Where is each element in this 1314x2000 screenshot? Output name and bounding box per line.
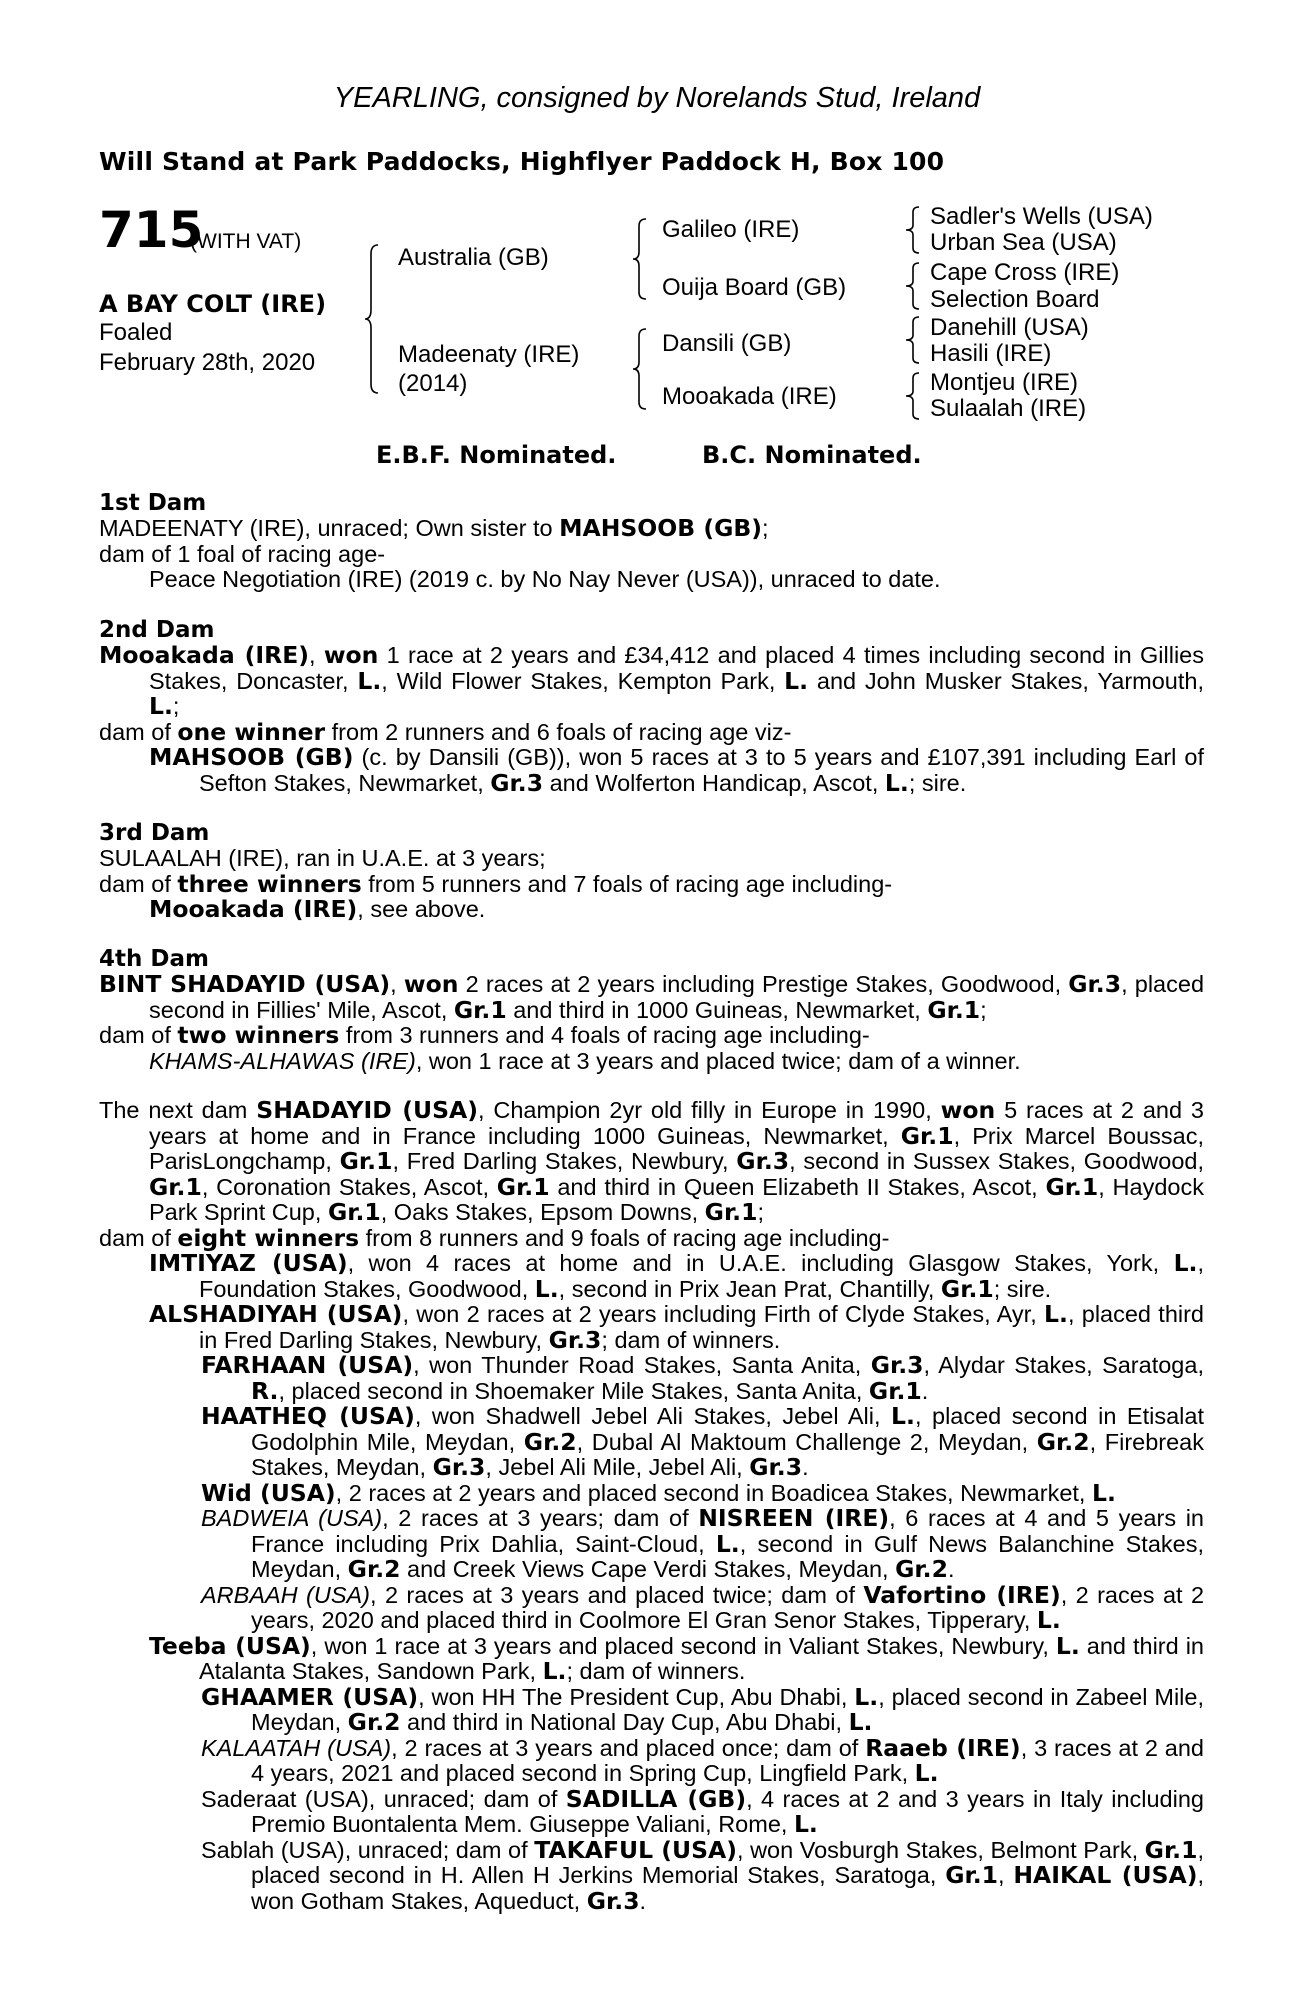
foaled-info	[99, 318, 315, 378]
pedigree-dds: Montjeu (IRE)	[930, 369, 1079, 396]
pedigree-sds: Cape Cross (IRE)	[930, 259, 1120, 286]
pedigree-brace-dam	[632, 328, 648, 410]
pedigree-dam-dam: Mooakada (IRE)	[662, 383, 837, 410]
pedigree-dam: Madeenaty (IRE)	[398, 341, 580, 368]
third-dam-title: 3rd Dam	[99, 820, 210, 846]
pedigree-sire: Australia (GB)	[398, 244, 549, 271]
foaled-date: February 28th, 2020	[99, 349, 316, 376]
second-dam-title: 2nd Dam	[99, 617, 215, 643]
pedigree-brace-sd	[905, 262, 921, 310]
third-dam-section: 3rd Dam SULAALAH (IRE), ran in U.A.E. at 3 years; dam of three winners from 5 runners and 7 foals of racing age including- Mooakada (IRE), see above.	[99, 820, 1204, 923]
pedigree-sss: Sadler's Wells (USA)	[930, 203, 1153, 230]
pedigree-ssd: Urban Sea (USA)	[930, 229, 1117, 256]
vat-note: (WITH VAT)	[190, 230, 302, 253]
lot-number: 715	[99, 201, 204, 259]
second-dam-section: 2nd Dam Mooakada (IRE), won 1 race at 2 years and £34,412 and placed 4 times including second in Gillies Stakes, Doncaster, L., Wild Flower Stakes, Kempton Park, L. and John Musker Stakes, Yarmouth, L.; dam of one winner from 2 runners and 6 foals of racing age viz- MAHSOOB (GB) (c. by Dansili (GB)), won 5 races at 3 to 5 years and £107,391 including Earl of Sefton Stakes, Newmarket, Gr.3 and Wolferton Handicap, Ascot, L.; sire.	[99, 617, 1204, 797]
pedigree-dss: Danehill (USA)	[930, 314, 1089, 341]
consignment-heading: YEARLING, consigned by Norelands Stud, Ireland	[333, 82, 981, 114]
first-dam-title: 1st Dam	[99, 490, 207, 516]
pedigree-brace-main	[364, 244, 380, 394]
pedigree-sdd: Selection Board	[930, 286, 1100, 313]
fourth-dam-title: 4th Dam	[99, 946, 209, 972]
bc-nominated: B.C. Nominated.	[702, 441, 922, 469]
foaled-label: Foaled	[99, 319, 173, 346]
pedigree-brace-ss	[905, 206, 921, 254]
next-dam-section: The next dam SHADAYID (USA), Champion 2yr old filly in Europe in 1990, won 5 races at 2 and 3 years at home and in France including 1000 Guineas, Newmarket, Gr.1, Prix Marcel Boussac, ParisLongchamp, Gr.1, Fred Darling Stakes, Newbury, Gr.3, second in Sussex Stakes, Goodwood, Gr.1, Coronation Stakes, Ascot, Gr.1 and third in Queen Elizabeth II Stakes, Ascot, Gr.1, Haydock Park Sprint Cup, Gr.1, Oaks Stakes, Epsom Downs, Gr.1; dam of eight winners from 8 runners and 9 foals of racing age including- IMTIYAZ (USA), won 4 races at home and in U.A.E. including Glasgow Stakes, York, L., Foundation Stakes, Goodwood, L., second in Prix Jean Prat, Chantilly, Gr.1; sire. ALSHADIYAH (USA), won 2 races at 2 years including Firth of Clyde Stakes, Ayr, L., placed third in Fred Darling Stakes, Newbury, Gr.3; dam of winners. FARHAAN (USA), won Thunder Road Stakes, Santa Anita, Gr.3, Alydar Stakes, Saratoga, R., placed second in Shoemaker Mile Stakes, Santa Anita, Gr.1. HAATHEQ (USA), won Shadwell Jebel Ali Stakes, Jebel Ali, L., placed second in Etisalat Godolphin Mile, Meydan, Gr.2, Dubal Al Maktoum Challenge 2, Meydan, Gr.2, Firebreak Stakes, Meydan, Gr.3, Jebel Ali Mile, Jebel Ali, Gr.3. Wid (USA), 2 races at 2 years and placed second in Boadicea Stakes, Newmarket, L. BADWEIA (USA), 2 races at 3 years; dam of NISREEN (IRE), 6 races at 4 and 5 years in France including Prix Dahlia, Saint-Cloud, L., second in Gulf News Balanchine Stakes, Meydan, Gr.2 and Creek Views Cape Verdi Stakes, Meydan, Gr.2. ARBAAH (USA), 2 races at 3 years and placed twice; dam of Vafortino (IRE), 2 races at 2 years, 2020 and placed third in Coolmore El Gran Senor Stakes, Tipperary, L. Teeba (USA), won 1 race at 3 years and placed second in Valiant Stakes, Newbury, L. and third in Atalanta Stakes, Sandown Park, L.; dam of winners. GHAAMER (USA), won HH The President Cup, Abu Dhabi, L., placed second in Zabeel Mile, Meydan, Gr.2 and third in National Day Cup, Abu Dhabi, L. KALAATAH (USA), 2 races at 3 years and placed once; dam of Raaeb (IRE), 3 races at 2 and 4 years, 2021 and placed second in Spring Cup, Lingfield Park, L. Saderaat (USA), unraced; dam of SADILLA (GB), 4 races at 2 and 3 years in Italy including Premio Buontalenta Mem. Giuseppe Valiani, Rome, L. Sablah (USA), unraced; dam of TAKAFUL (USA), won Vosburgh Stakes, Belmont Park, Gr.1, placed second in H. Allen H Jerkins Memorial Stakes, Saratoga, Gr.1, HAIKAL (USA), won Gotham Stakes, Aqueduct, Gr.3.	[99, 1096, 1205, 1915]
first-dam-section: 1st Dam MADEENATY (IRE), unraced; Own sister to MAHSOOB (GB); dam of 1 foal of racing age- Peace Negotiation (IRE) (2019 c. by No Nay Never (USA)), unraced to date.	[99, 490, 1204, 593]
lot-name: A BAY COLT (IRE)	[99, 290, 327, 318]
pedigree-sire-sire: Galileo (IRE)	[662, 216, 800, 243]
pedigree-ddd: Sulaalah (IRE)	[930, 395, 1087, 422]
pedigree-brace-sire	[632, 218, 648, 300]
pedigree-sire-dam: Ouija Board (GB)	[662, 274, 847, 301]
pedigree-dsd: Hasili (IRE)	[930, 340, 1052, 367]
ebf-nominated: E.B.F. Nominated.	[376, 441, 617, 469]
fourth-dam-section: 4th Dam BINT SHADAYID (USA), won 2 races at 2 years including Prestige Stakes, Goodwood, Gr.3, placed second in Fillies' Mile, Ascot, Gr.1 and third in 1000 Guineas, Newmarket, Gr.1; dam of two winners from 3 runners and 4 foals of racing age including- KHAMS-ALHAWAS (IRE), won 1 race at 3 years and placed twice; dam of a winner.	[99, 946, 1205, 1074]
stand-location: Will Stand at Park Paddocks, Highflyer Paddock H, Box 100	[99, 147, 945, 176]
pedigree-dam-sire: Dansili (GB)	[662, 330, 792, 357]
pedigree-brace-dd	[905, 372, 921, 420]
pedigree-dam-year: (2014)	[398, 370, 468, 397]
pedigree-brace-ds	[905, 316, 921, 364]
